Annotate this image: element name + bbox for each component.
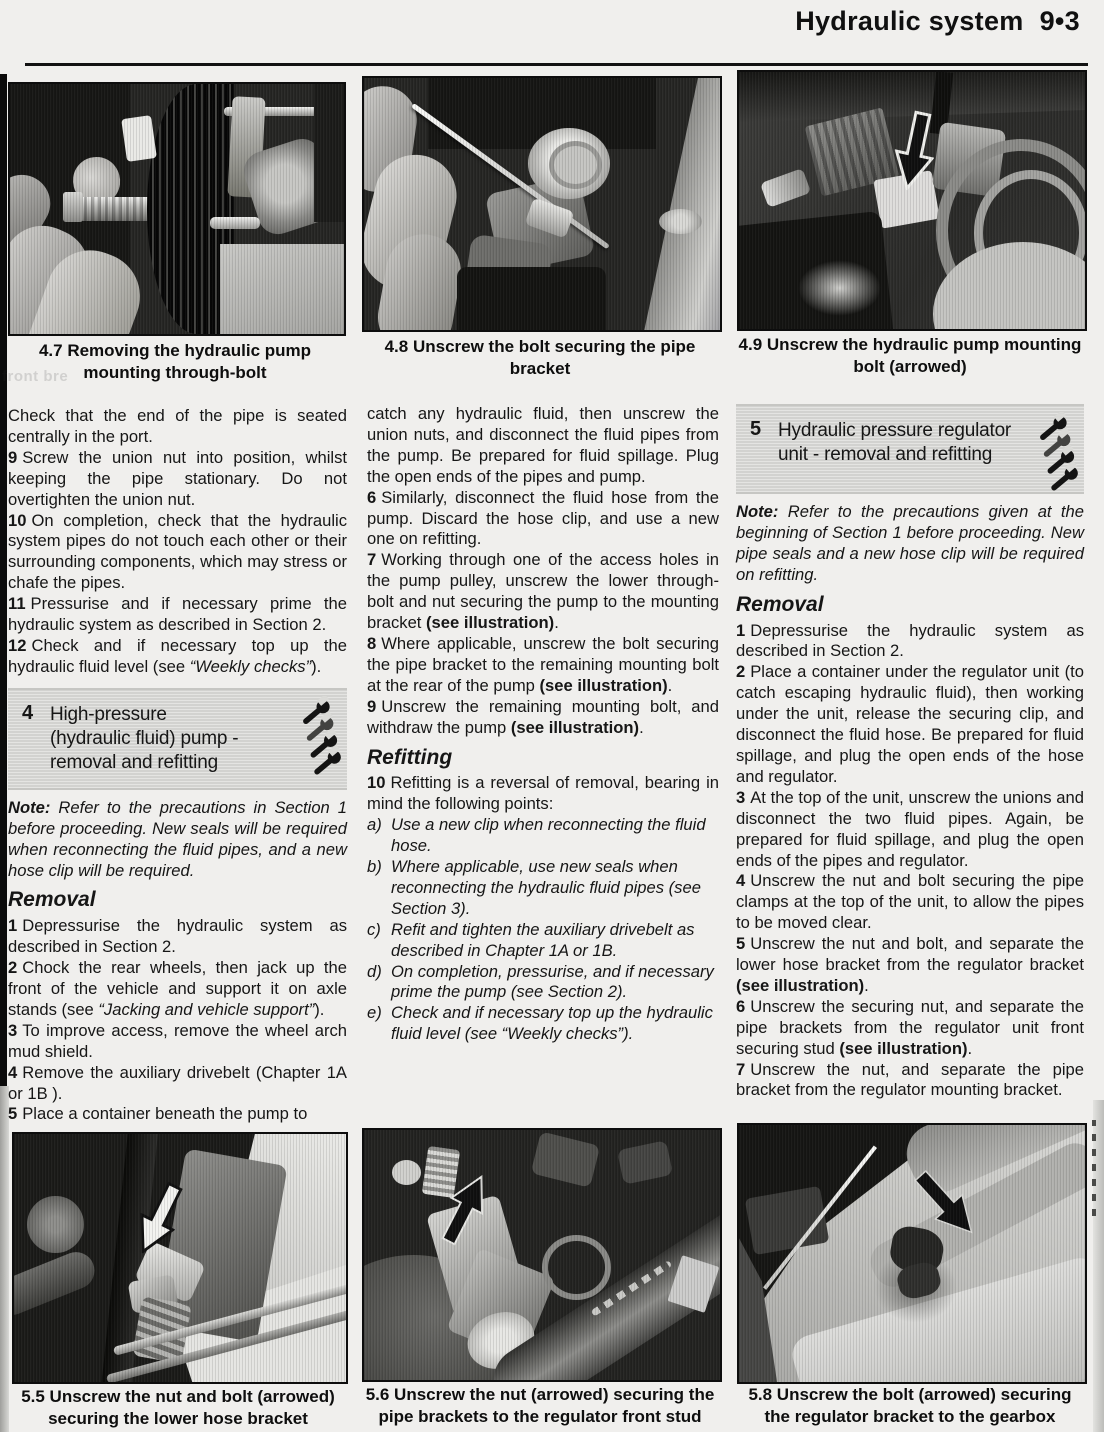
body-step: 2 Chock the rear wheels, then jack up the front of the vehicle and support it on axle stands (see “Jacking and vehicle support”). bbox=[8, 958, 347, 1019]
body-step: 10 Refitting is a reversal of removal, bearing in mind the following points: bbox=[367, 773, 719, 814]
dark-corner bbox=[314, 84, 344, 222]
section-title: High-pressure (hydraulic fluid) pump - removal and refitting bbox=[50, 703, 239, 773]
body-step: 5 Place a container beneath the pump to bbox=[8, 1104, 308, 1124]
refitting-heading: Refitting bbox=[367, 745, 453, 769]
scan-edge-marks bbox=[1092, 1120, 1096, 1216]
figure-photo-5-6 bbox=[362, 1128, 722, 1382]
body-step: 10 On completion, check that the hydraulic system pipes do not touch each other or their surrounding components, which may stress or chafe the pipes. bbox=[8, 510, 347, 593]
left-fitting bbox=[27, 1196, 83, 1253]
body-step: 9 Screw the union nut into position, whilst keeping the pipe stationary. Do not overtighten the union nut. bbox=[8, 447, 347, 509]
body-step: 7 Working through one of the access holes in the pump pulley, unscrew the lower through-bolt and nut securing the pump to the mounting bracket (see illustration). bbox=[367, 550, 719, 633]
body-step: 11 Pressurise and if necessary prime the hydraulic system as described in Section 2. bbox=[8, 594, 347, 635]
body-step: 4 Unscrew the nut and bolt securing the pipe clamps at the top of the unit, to allow the pipes to be moved clear. bbox=[736, 871, 1084, 933]
bolt-head bbox=[63, 192, 83, 222]
figure-photo-5-5 bbox=[12, 1132, 348, 1384]
figure-photo-5-8 bbox=[737, 1123, 1087, 1384]
figure-caption: 5.5 Unscrew the nut and bolt (arrowed) securing the lower hose bracket bbox=[21, 1387, 335, 1428]
bright-floor bbox=[220, 244, 346, 336]
body-step: 5 Unscrew the nut and bolt, and separate the lower hose bracket from the regulator bracket (see illustration). bbox=[736, 934, 1084, 995]
section-number: 4 bbox=[22, 701, 34, 724]
figure-caption: 5.8 Unscrew the bolt (arrowed) securing the regulator bracket to the gearbox bbox=[748, 1385, 1072, 1426]
scan-edge-bar bbox=[0, 1086, 9, 1432]
body-step: 9 Unscrew the remaining mounting bolt, and withdraw the pump (see illustration). bbox=[367, 696, 719, 737]
ghost-showthrough-text: front bre bbox=[2, 368, 69, 385]
figure-caption: 4.9 Unscrew the hydraulic pump mounting bolt (arrowed) bbox=[738, 335, 1082, 376]
left-stud bbox=[760, 168, 811, 208]
body-paragraph: catch any hydraulic fluid, then unscrew the union nuts, and disconnect the fluid pipes from the pump. Be prepared for fluid spillage. Plug the open ends of the pipes and pump. bbox=[367, 404, 719, 486]
removal-heading: Removal bbox=[736, 592, 824, 616]
section-4-heading-box bbox=[8, 690, 347, 788]
body-step: 4 Remove the auxiliary drivebelt (Chapter 1A or 1B ). bbox=[8, 1062, 347, 1103]
dark-block bbox=[531, 1131, 600, 1187]
body-step: 2 Place a container under the regulator unit (to catch escaping hydraulic fluid), then working under the unit, release the securing clip, and disconnect the fluid hose. Be prepared for fluid spillage, and plug the open ends of the hose and regulator. bbox=[736, 662, 1084, 786]
left-hose bbox=[12, 1247, 100, 1321]
figure-photo-4-9 bbox=[737, 70, 1087, 331]
stud-washer bbox=[392, 1160, 420, 1185]
list-item: e) Check and if necessary top up the hydraulic fluid level (see “Weekly checks”). bbox=[367, 1003, 713, 1044]
body-step: 8 Where applicable, unscrew the bolt securing the pipe bracket to the remaining mounting bolt at the rear of the pump (see illustration). bbox=[367, 633, 719, 695]
removal-heading: Removal bbox=[8, 888, 96, 912]
section-5-heading-box bbox=[736, 406, 1084, 492]
body-step: 6 Unscrew the securing nut, and separate the pipe brackets from the regulator unit front securing stud (see illustration). bbox=[736, 996, 1084, 1058]
figure-caption: 5.6 Unscrew the nut (arrowed) securing the pipe brackets to the regulator front stud bbox=[365, 1385, 715, 1426]
body-step: 6 Similarly, disconnect the fluid hose from the pump. Discard the hose clip, and use a new one on refitting. bbox=[367, 487, 719, 549]
page-number: 9•3 bbox=[1039, 6, 1080, 36]
body-step: 3 At the top of the unit, unscrew the unions and disconnect the two fluid pipes. Again, be prepared for fluid spillage, and plug the open ends of the pipes and regulator. bbox=[736, 787, 1084, 870]
note-paragraph: Note: Refer to the precautions given at the beginning of Section 1 before proceeding. New pipe seals and a new hose clip will be required on refitting. bbox=[736, 502, 1084, 584]
body-step: 3 To improve access, remove the wheel arch mud shield. bbox=[8, 1020, 347, 1061]
scan-edge-bar bbox=[0, 74, 7, 1088]
list-item: b) Where applicable, use new seals when reconnecting the hydraulic fluid pipes (see Section 3). bbox=[367, 857, 701, 918]
white-tab bbox=[121, 115, 157, 161]
body-step: 1 Depressurise the hydraulic system as described in Section 2. bbox=[8, 916, 347, 957]
text-column-2 bbox=[367, 404, 719, 1045]
header-rule bbox=[25, 63, 1088, 66]
figure-caption: 4.8 Unscrew the bolt securing the pipe bracket bbox=[384, 337, 696, 378]
body-step: 1 Depressurise the hydraulic system as described in Section 2. bbox=[736, 620, 1084, 661]
difficulty-wrench-icons bbox=[296, 696, 342, 782]
list-item: c) Refit and tighten the auxiliary drivebelt as described in Chapter 1A or 1B. bbox=[367, 919, 695, 960]
housing-highlight bbox=[798, 260, 881, 317]
list-item: d) On completion, pressurise, and if necessary prime the pump (see Section 2). bbox=[367, 961, 714, 1002]
body-paragraph: Check that the end of the pipe is seated centrally in the port. bbox=[8, 406, 347, 446]
union-ring bbox=[549, 141, 602, 189]
text-column-1 bbox=[8, 406, 347, 1125]
figure-photo-4-8 bbox=[362, 76, 722, 332]
union-ring bbox=[542, 1235, 611, 1300]
body-step: 12 Check and if necessary top up the hydraulic fluid level (see “Weekly checks”). bbox=[8, 635, 347, 676]
page-header bbox=[795, 6, 1080, 37]
page-title: Hydraulic system bbox=[795, 6, 1024, 36]
text-column-3 bbox=[736, 406, 1084, 1101]
note-paragraph: Note: Refer to the precautions in Section 1 before proceeding. New seals will be required when reconnecting the fluid pipes, and a new hose clip will be required. bbox=[8, 797, 347, 880]
list-item: a) Use a new clip when reconnecting the fluid hose. bbox=[367, 815, 706, 856]
difficulty-wrench-icons bbox=[1033, 412, 1079, 498]
small-bolt bbox=[210, 217, 260, 229]
body-step: 7 Unscrew the nut, and separate the pipe bracket from the regulator mounting bracket. bbox=[736, 1059, 1084, 1100]
figure-caption: 4.7 Removing the hydraulic pump mounting through-bolt bbox=[38, 341, 312, 382]
section-number: 5 bbox=[750, 418, 762, 440]
section-title: Hydraulic pressure regulator unit - removal and refitting bbox=[778, 420, 1012, 465]
figure-photo-4-7 bbox=[8, 82, 346, 336]
dark-block bbox=[617, 1140, 673, 1185]
bottom-dark bbox=[457, 267, 607, 332]
